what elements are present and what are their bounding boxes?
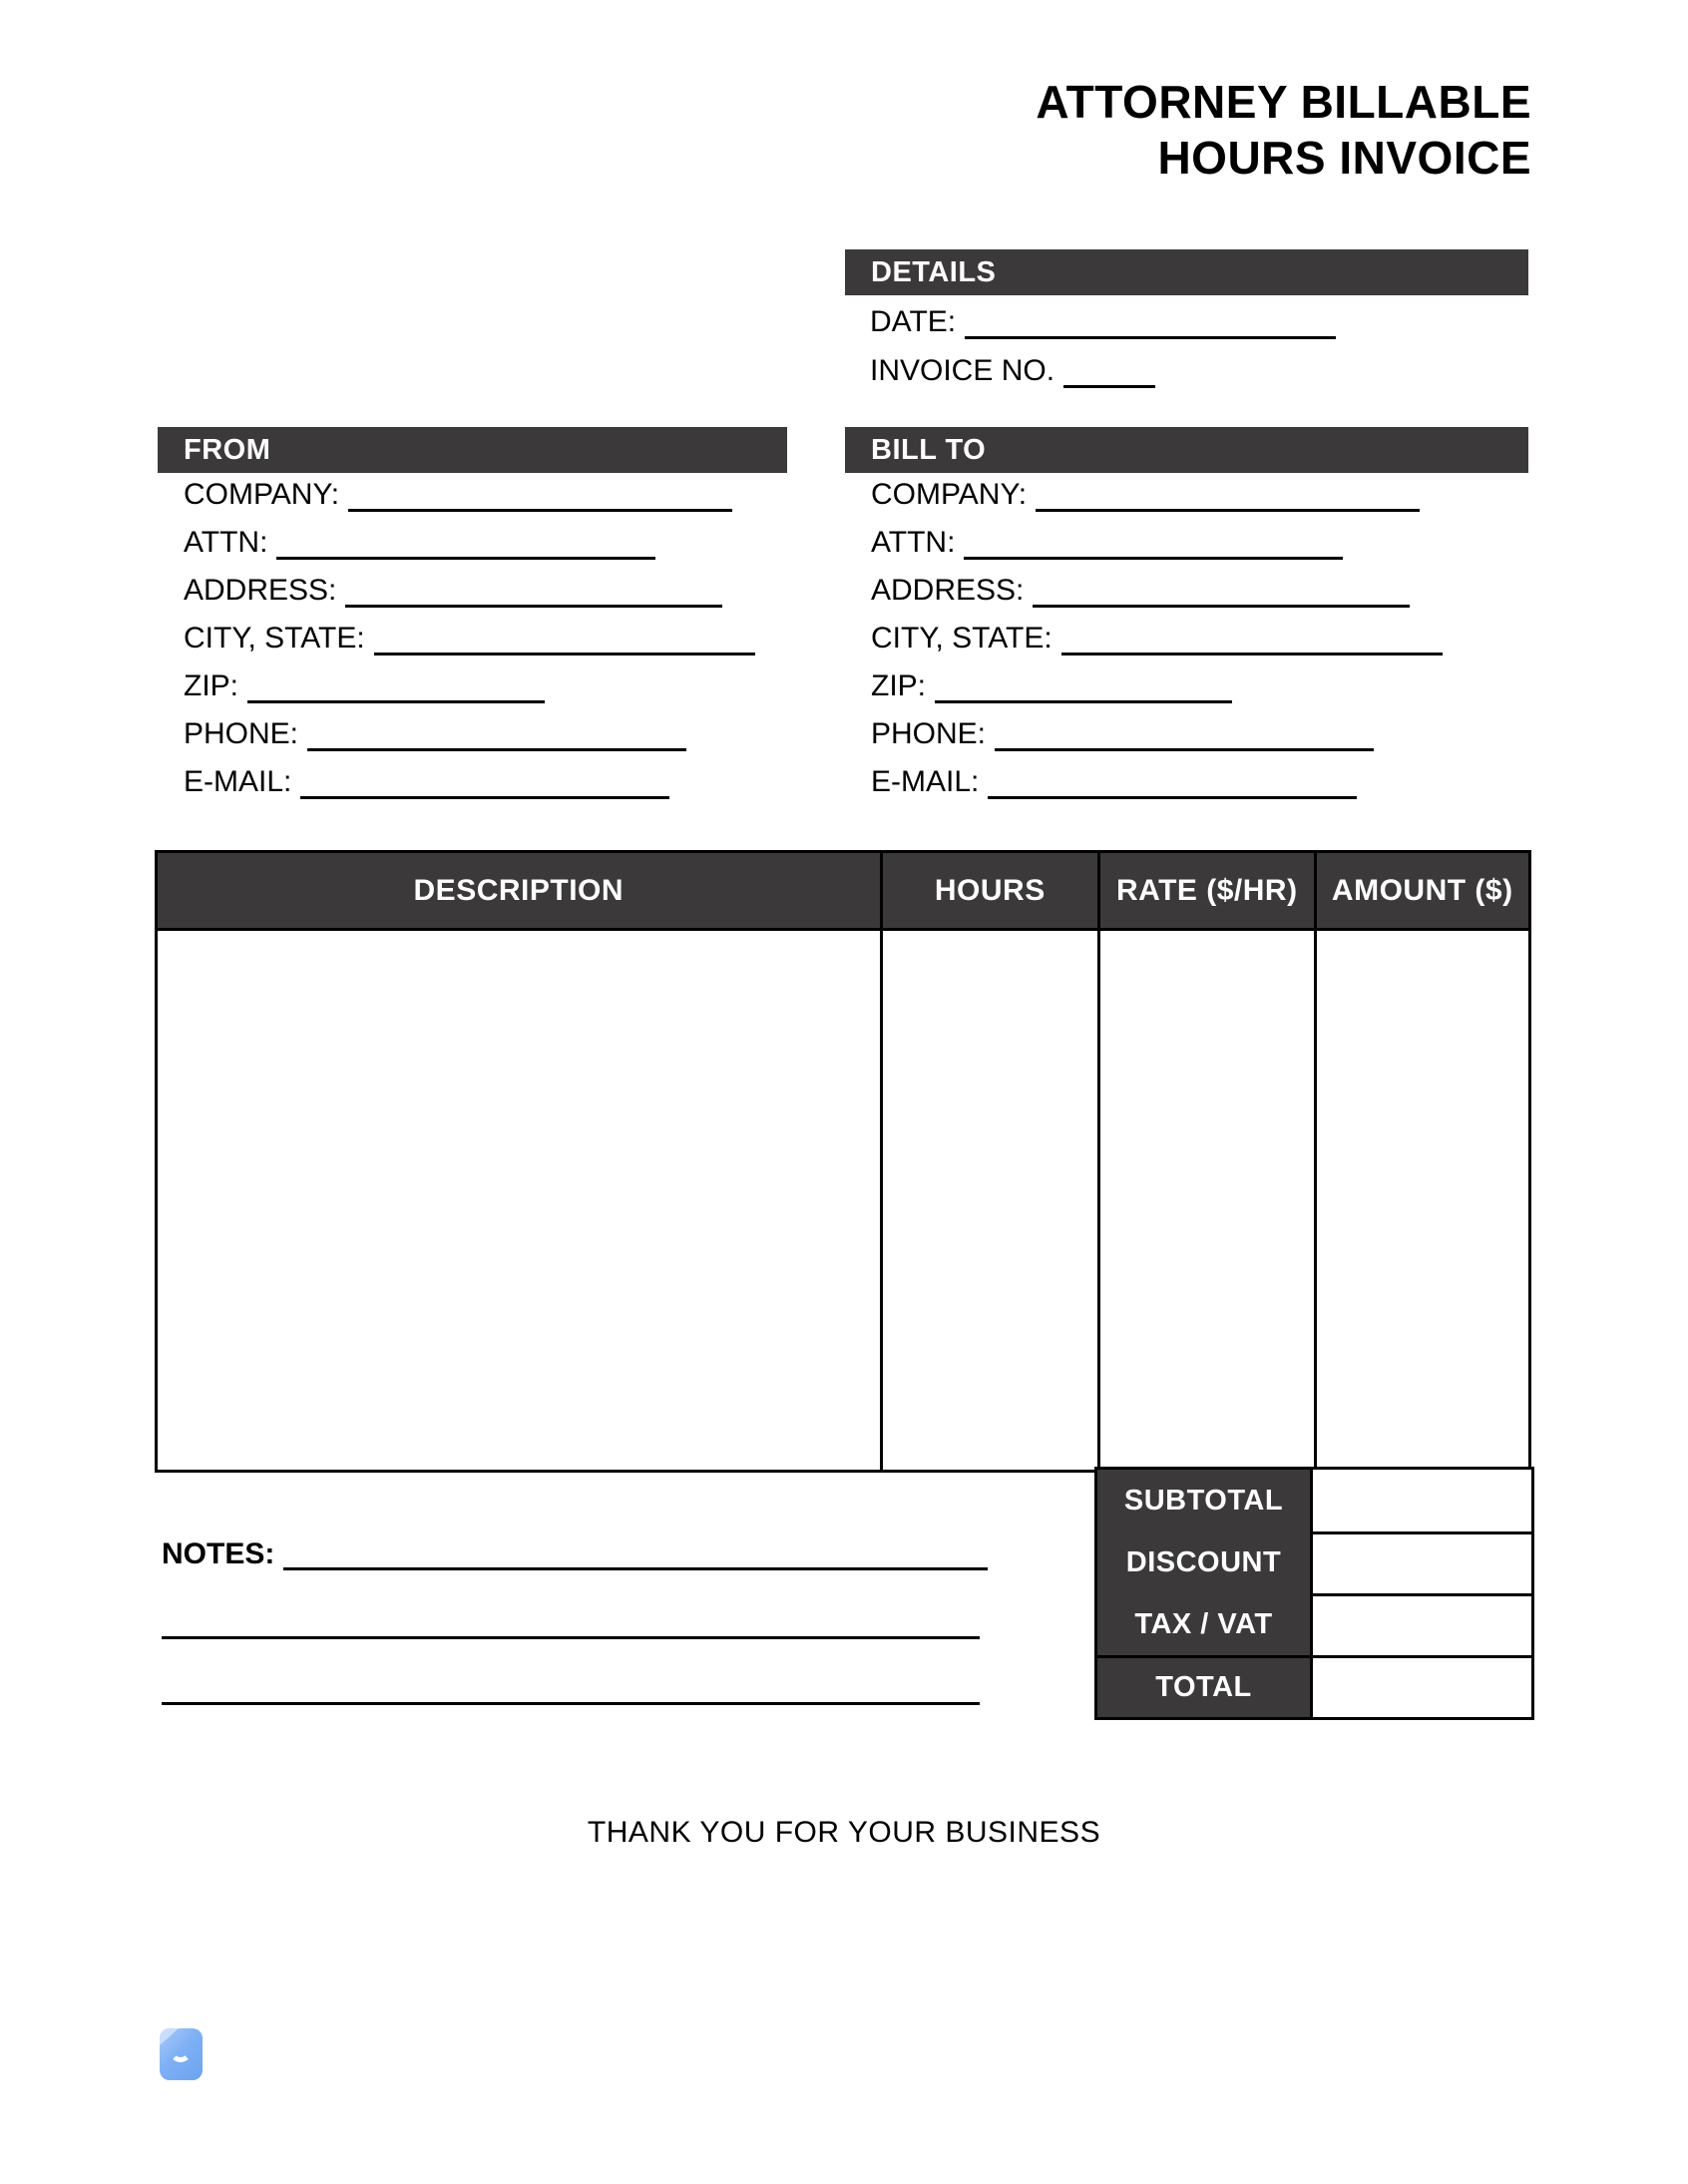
line-items-table bbox=[155, 850, 1531, 1473]
total-label: TOTAL bbox=[1097, 1655, 1313, 1717]
col-header-hours: HOURS bbox=[881, 852, 1098, 930]
smile-icon bbox=[170, 2044, 192, 2062]
bill-to-company-input-line[interactable] bbox=[1036, 509, 1420, 512]
bill-to-section-header: BILL TO bbox=[845, 427, 1528, 473]
items-description-cell[interactable] bbox=[157, 930, 882, 1472]
bill-to-zip-input-line[interactable] bbox=[935, 700, 1232, 703]
items-hours-cell[interactable] bbox=[881, 930, 1098, 1472]
bill-to-address-input-line[interactable] bbox=[1033, 605, 1410, 608]
notes-row bbox=[162, 1534, 988, 1574]
from-city-state-input-line[interactable] bbox=[374, 653, 755, 655]
smiling-document-logo-icon bbox=[160, 2028, 203, 2080]
from-city-state-label: CITY, STATE: bbox=[184, 622, 365, 655]
notes-input-line-2[interactable] bbox=[162, 1636, 980, 1639]
items-header-row bbox=[157, 852, 1530, 930]
col-header-description: DESCRIPTION bbox=[157, 852, 882, 930]
invoice-no-label: INVOICE NO. bbox=[870, 354, 1055, 387]
bill-to-address-label: ADDRESS: bbox=[871, 574, 1025, 607]
col-header-rate: RATE ($/HR) bbox=[1099, 852, 1315, 930]
totals-block bbox=[1094, 1467, 1534, 1720]
from-email-label: E-MAIL: bbox=[184, 765, 292, 798]
tax-vat-label: TAX / VAT bbox=[1097, 1593, 1313, 1655]
notes-input-line-1[interactable] bbox=[283, 1567, 988, 1570]
items-amount-cell[interactable] bbox=[1315, 930, 1529, 1472]
date-field-row bbox=[870, 297, 1336, 346]
discount-label: DISCOUNT bbox=[1097, 1531, 1313, 1593]
col-header-amount: AMOUNT ($) bbox=[1315, 852, 1529, 930]
tax-vat-value-cell[interactable] bbox=[1313, 1593, 1531, 1655]
from-zip-input-line[interactable] bbox=[247, 700, 545, 703]
subtotal-value-cell[interactable] bbox=[1313, 1470, 1531, 1531]
discount-value-cell[interactable] bbox=[1313, 1531, 1531, 1593]
bill-to-city-state-label: CITY, STATE: bbox=[871, 622, 1053, 655]
from-section-header: FROM bbox=[158, 427, 787, 473]
invoice-no-field-row bbox=[870, 346, 1336, 395]
bill-to-address-row bbox=[871, 567, 1443, 615]
from-company-label: COMPANY: bbox=[184, 478, 340, 511]
bill-to-company-label: COMPANY: bbox=[871, 478, 1028, 511]
from-address-row bbox=[184, 567, 755, 615]
bill-to-phone-label: PHONE: bbox=[871, 717, 987, 750]
thank-you-message: THANK YOU FOR YOUR BUSINESS bbox=[587, 1816, 1101, 1849]
from-fields bbox=[184, 471, 755, 806]
from-attn-input-line[interactable] bbox=[276, 557, 655, 560]
bill-to-attn-label: ATTN: bbox=[871, 526, 956, 559]
from-address-input-line[interactable] bbox=[345, 605, 722, 608]
items-rate-cell[interactable] bbox=[1099, 930, 1315, 1472]
bill-to-phone-row bbox=[871, 710, 1443, 758]
page-title-line1: ATTORNEY BILLABLE bbox=[1036, 76, 1531, 128]
notes-input-line-3[interactable] bbox=[162, 1702, 980, 1705]
total-value-cell[interactable] bbox=[1313, 1655, 1531, 1717]
bill-to-city-state-row bbox=[871, 615, 1443, 662]
bill-to-attn-input-line[interactable] bbox=[964, 557, 1343, 560]
bill-to-email-label: E-MAIL: bbox=[871, 765, 980, 798]
from-phone-label: PHONE: bbox=[184, 717, 299, 750]
date-label: DATE: bbox=[870, 305, 957, 338]
bill-to-city-state-input-line[interactable] bbox=[1061, 653, 1443, 655]
subtotal-label: SUBTOTAL bbox=[1097, 1470, 1313, 1531]
page-title-line2: HOURS INVOICE bbox=[1157, 132, 1531, 184]
bill-to-zip-row bbox=[871, 662, 1443, 710]
from-zip-label: ZIP: bbox=[184, 669, 239, 702]
from-company-row bbox=[184, 471, 755, 519]
from-attn-label: ATTN: bbox=[184, 526, 268, 559]
details-section-header: DETAILS bbox=[845, 249, 1528, 295]
from-email-input-line[interactable] bbox=[300, 796, 669, 799]
details-fields bbox=[870, 297, 1336, 395]
from-email-row bbox=[184, 758, 755, 806]
bill-to-company-row bbox=[871, 471, 1443, 519]
notes-label: NOTES: bbox=[162, 1537, 275, 1570]
from-city-state-row bbox=[184, 615, 755, 662]
page-title bbox=[1036, 74, 1531, 186]
bill-to-fields bbox=[871, 471, 1443, 806]
from-attn-row bbox=[184, 519, 755, 567]
from-company-input-line[interactable] bbox=[348, 509, 732, 512]
bill-to-zip-label: ZIP: bbox=[871, 669, 927, 702]
bill-to-email-row bbox=[871, 758, 1443, 806]
from-address-label: ADDRESS: bbox=[184, 574, 337, 607]
invoice-no-input-line[interactable] bbox=[1063, 385, 1155, 388]
from-zip-row bbox=[184, 662, 755, 710]
bill-to-phone-input-line[interactable] bbox=[995, 748, 1374, 751]
bill-to-attn-row bbox=[871, 519, 1443, 567]
page-fold-icon bbox=[160, 2028, 179, 2045]
from-phone-row bbox=[184, 710, 755, 758]
from-phone-input-line[interactable] bbox=[307, 748, 686, 751]
items-body-row bbox=[157, 930, 1530, 1472]
bill-to-email-input-line[interactable] bbox=[988, 796, 1357, 799]
date-input-line[interactable] bbox=[965, 336, 1336, 339]
